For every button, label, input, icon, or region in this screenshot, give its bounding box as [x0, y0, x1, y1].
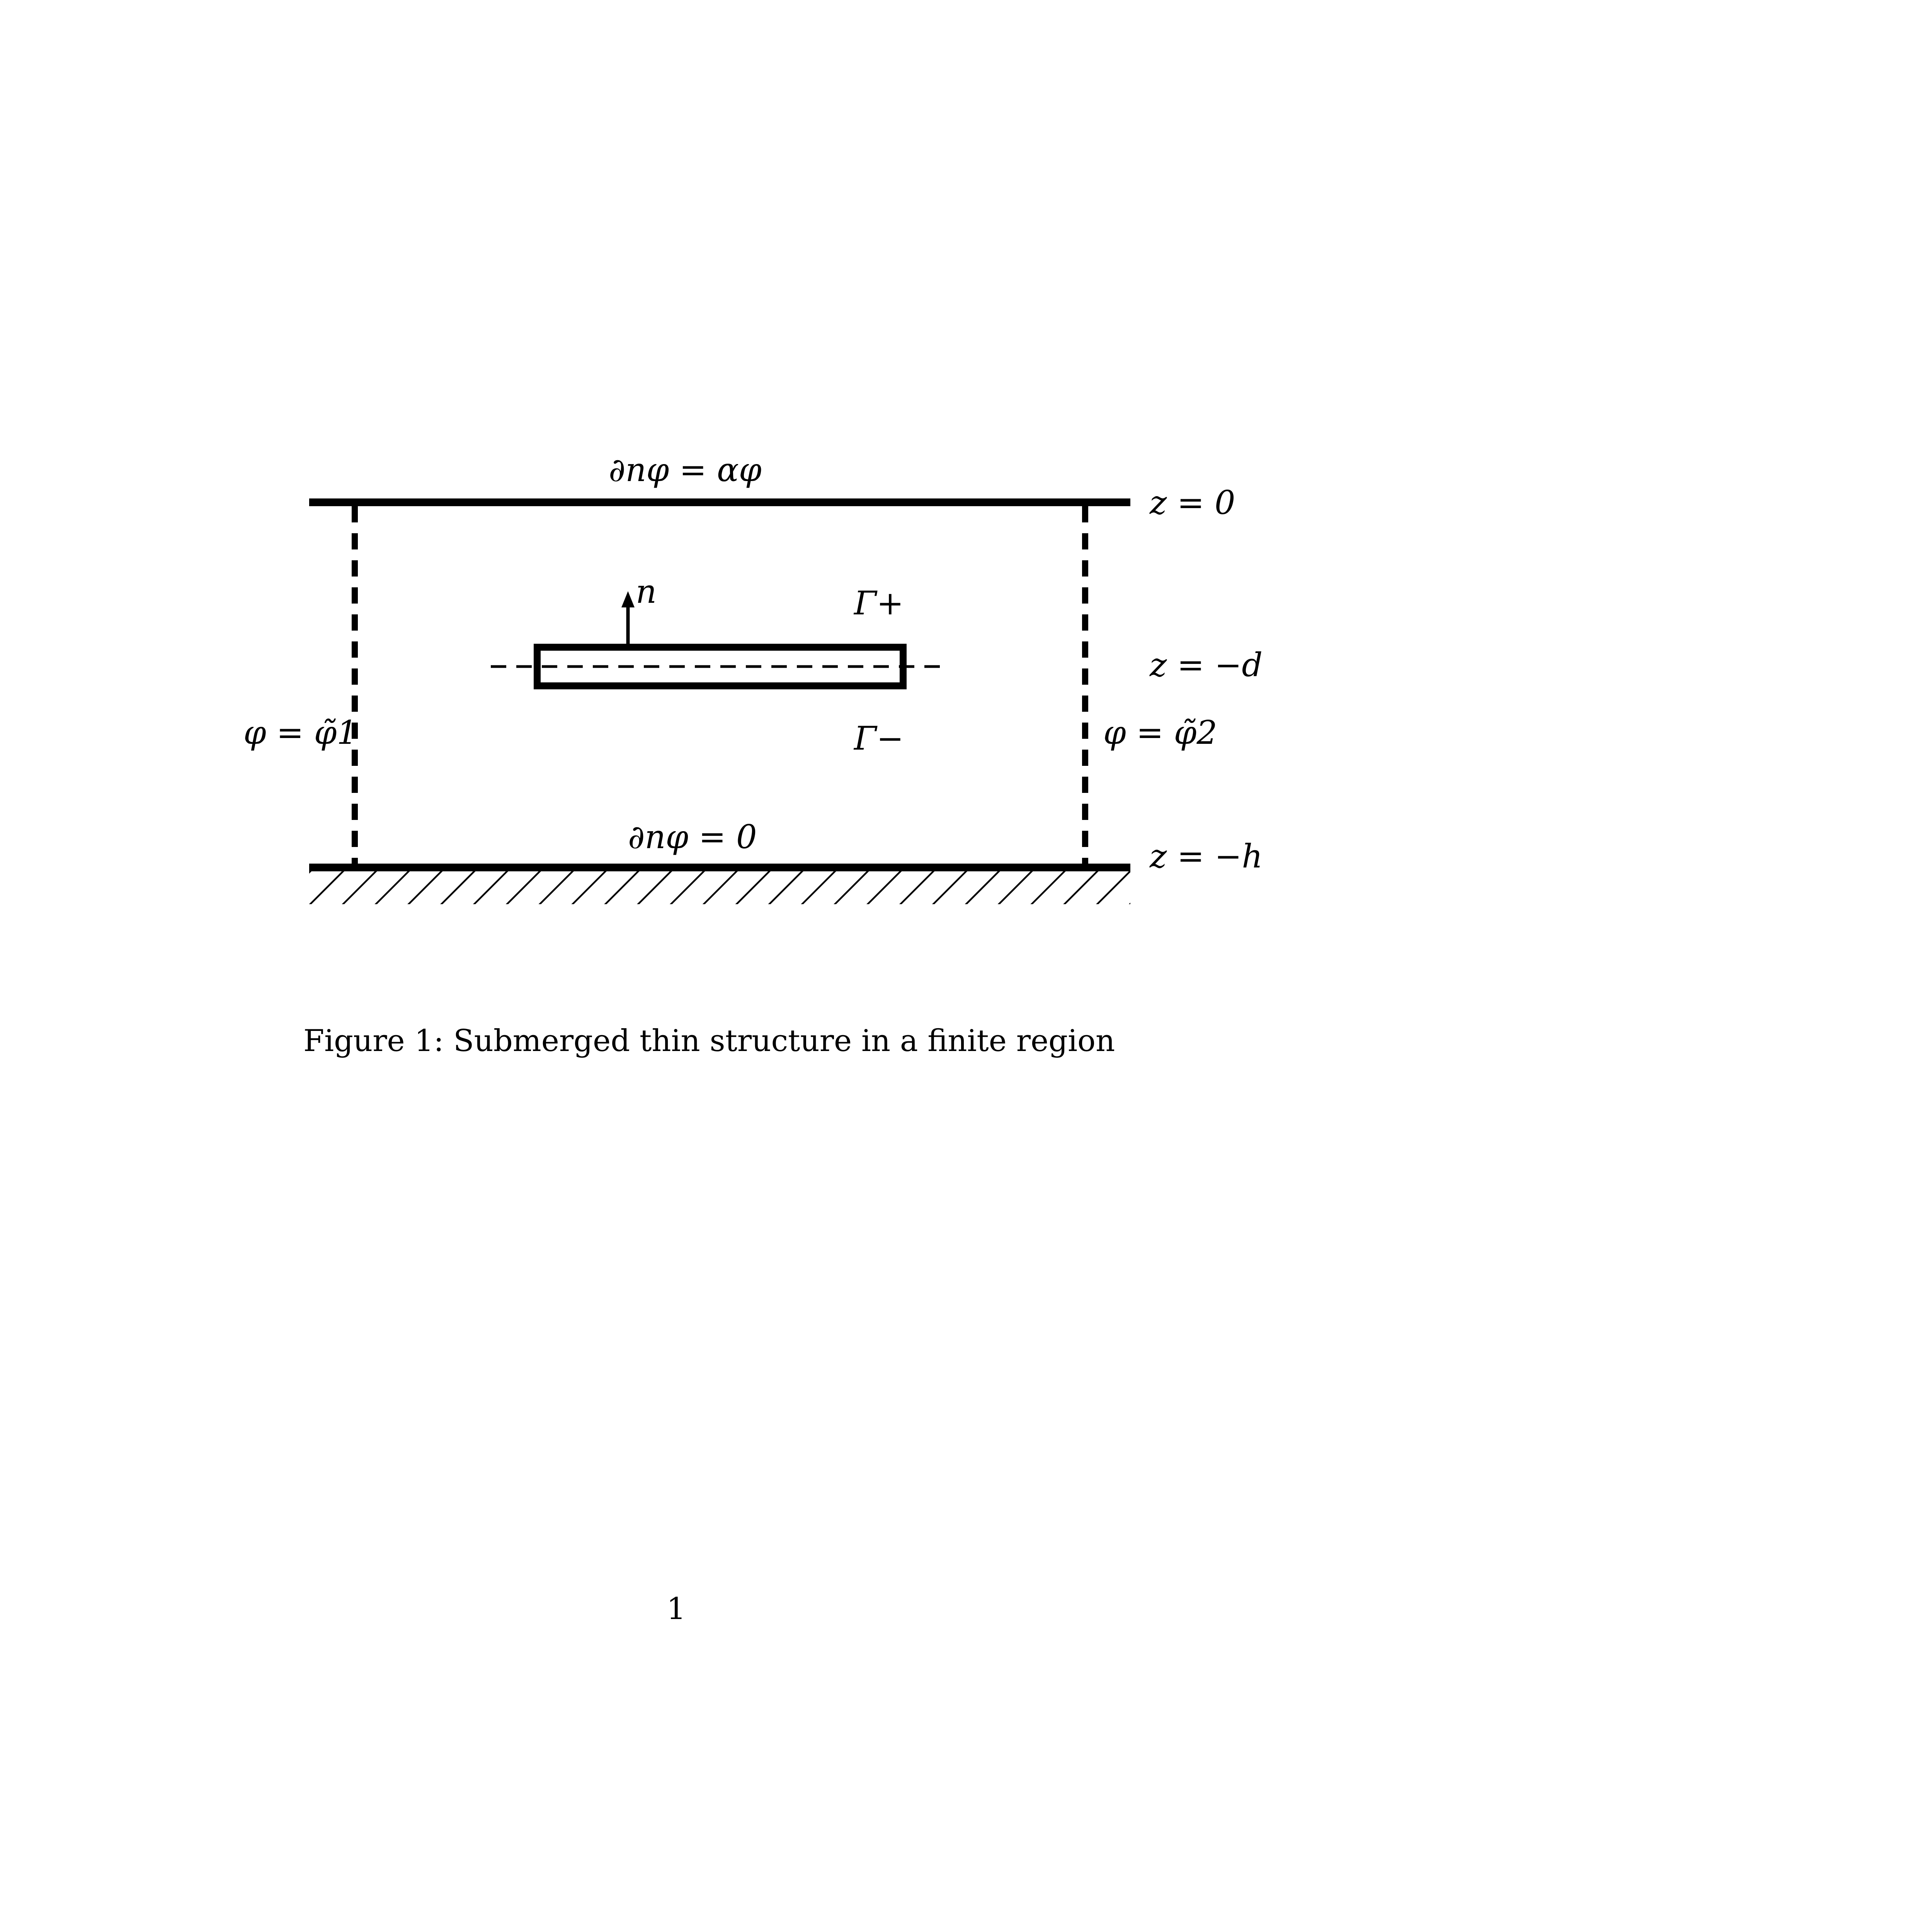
- seabed-hatching: [309, 871, 1130, 904]
- gamma-minus-label: Γ−: [854, 719, 904, 757]
- left-boundary-condition-label: φ = φ̃1: [243, 714, 357, 752]
- normal-vector-label: n: [636, 573, 657, 611]
- page-number: 1: [667, 1592, 686, 1626]
- figure-caption: Figure 1: Submerged thin structure in a finite region: [303, 1024, 1115, 1058]
- gamma-plus-label: Γ+: [854, 584, 904, 622]
- z-structure-label: z = −d: [1150, 646, 1263, 684]
- normal-vector-arrowhead: [621, 591, 635, 607]
- bottom-boundary-condition-label: ∂nφ = 0: [628, 818, 757, 856]
- z-bottom-label: z = −h: [1150, 837, 1263, 875]
- right-boundary-condition-label: φ = φ̃2: [1103, 714, 1217, 752]
- top-boundary-condition-label: ∂nφ = αφ: [609, 451, 762, 489]
- z-surface-label: z = 0: [1150, 484, 1235, 522]
